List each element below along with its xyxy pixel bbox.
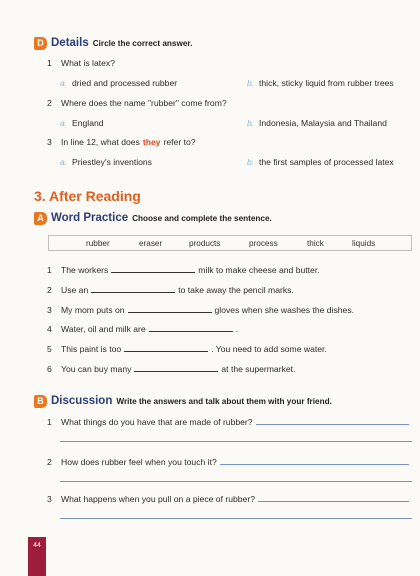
- sentence-6: 6 You can buy many at the supermarket.: [47, 364, 296, 374]
- option-1a[interactable]: a. dried and processed rubber: [60, 78, 178, 88]
- section-title: Word Practice: [51, 212, 129, 224]
- answer-blank[interactable]: [91, 284, 175, 293]
- question-1: 1 What is latex?: [47, 58, 115, 68]
- discussion-header: [34, 394, 332, 408]
- answer-blank[interactable]: [149, 323, 233, 332]
- answer-line[interactable]: [220, 456, 409, 465]
- answer-blank[interactable]: [134, 363, 218, 372]
- option-2b[interactable]: b. Indonesia, Malaysia and Thailand: [247, 118, 387, 128]
- answer-blank[interactable]: [128, 304, 212, 313]
- word-bank-item: eraser: [139, 238, 163, 248]
- answer-line[interactable]: [60, 441, 412, 442]
- question-2: 2 Where does the name "rubber" come from?: [47, 98, 227, 108]
- answer-line[interactable]: [258, 493, 409, 502]
- answer-line[interactable]: [256, 416, 409, 425]
- sentence-5: 5 This paint is too . You need to add some water.: [47, 344, 327, 354]
- word-bank: [48, 235, 412, 251]
- section-instruction: Circle the correct answer.: [92, 38, 193, 48]
- section-badge: D: [34, 37, 47, 50]
- page-number-tab: [28, 537, 46, 576]
- after-reading-heading: 3. After Reading: [34, 188, 141, 204]
- page-number: 44: [33, 542, 41, 549]
- section-instruction: Write the answers and talk about them with your friend.: [116, 396, 332, 406]
- option-1b[interactable]: b. thick, sticky liquid from rubber trees: [247, 78, 394, 88]
- sentence-4: 4 Water, oil and milk are .: [47, 324, 239, 334]
- word-bank-item: thick: [307, 238, 324, 248]
- section-title: Discussion: [51, 395, 113, 407]
- section-badge: B: [34, 395, 47, 408]
- section-badge: A: [34, 212, 47, 225]
- discussion-question-3: 3 What happens when you pull on a piece of rubber?: [47, 493, 412, 504]
- sentence-2: 2 Use an to take away the pencil marks.: [47, 285, 294, 295]
- answer-line[interactable]: [60, 518, 412, 519]
- option-2a[interactable]: a. England: [60, 118, 104, 128]
- section-title: Details: [51, 37, 89, 49]
- sentence-3: 3 My mom puts on gloves when she washes the dishes.: [47, 305, 355, 315]
- details-header: [34, 36, 192, 50]
- sentence-1: 1 The workers milk to make cheese and butter.: [47, 265, 320, 275]
- word-practice-header: [34, 211, 272, 225]
- word-bank-item: products: [189, 238, 221, 248]
- word-bank-item: process: [249, 238, 278, 248]
- discussion-question-2: 2 How does rubber feel when you touch it?: [47, 456, 412, 467]
- question-3: 3 In line 12, what does they refer to?: [47, 137, 196, 147]
- section-instruction: Choose and complete the sentence.: [132, 213, 272, 223]
- answer-blank[interactable]: [111, 264, 195, 273]
- option-3b[interactable]: b. the first samples of processed latex: [247, 157, 394, 167]
- option-3a[interactable]: a. Priestley's inventions: [60, 157, 152, 167]
- word-bank-item: rubber: [86, 238, 110, 248]
- answer-line[interactable]: [60, 481, 412, 482]
- emphasis-they: they: [142, 137, 161, 147]
- discussion-question-1: 1 What things do you have that are made of rubber?: [47, 416, 412, 427]
- answer-blank[interactable]: [124, 343, 208, 352]
- word-bank-item: liquids: [352, 238, 376, 248]
